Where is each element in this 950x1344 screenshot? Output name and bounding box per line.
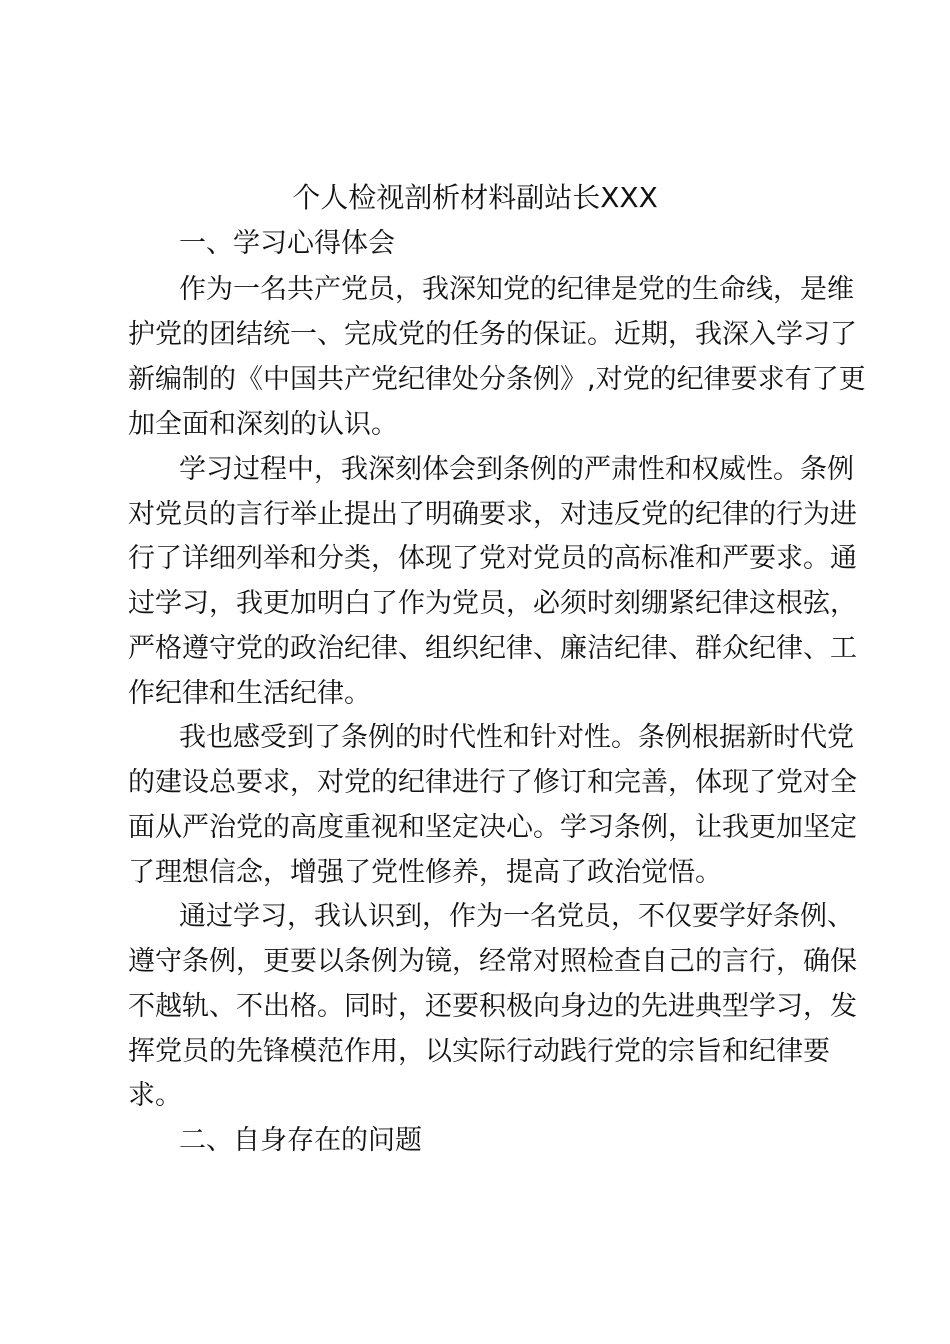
paragraph-1-line-1: 作为一名共产党员，我深知党的纪律是党的生命线，是维	[179, 274, 854, 305]
paragraph-3-line-3: 面从严治党的高度重视和坚定决心。学习条例，让我更加坚定	[128, 812, 857, 843]
paragraph-2-line-6: 作纪律和生活纪律。	[128, 678, 371, 709]
paragraph-2-line-3: 行了详细列举和分类，体现了党对党员的高标准和严要求。通	[128, 543, 857, 574]
paragraph-3-line-1: 我也感受到了条例的时代性和针对性。条例根据新时代党	[179, 722, 854, 753]
paragraph-1-line-4: 加全面和深刻的认识。	[128, 409, 398, 440]
paragraph-4-line-5: 求。	[128, 1080, 182, 1111]
paragraph-3-line-2: 的建设总要求，对党的纪律进行了修订和完善，体现了党对全	[128, 767, 857, 798]
paragraph-2-line-4: 过学习，我更加明白了作为党员，必须时刻绷紧纪律这根弦，	[128, 588, 857, 619]
section-heading-1: 一、学习心得体会	[179, 228, 395, 259]
paragraph-2-line-1: 学习过程中，我深刻体会到条例的严肃性和权威性。条例	[179, 454, 854, 485]
document-title: 个人检视剖析材料副站长XXX	[292, 181, 658, 214]
paragraph-4-line-3: 不越轨、不出格。同时，还要积极向身边的先进典型学习，发	[128, 991, 857, 1022]
paragraph-4-line-4: 挥党员的先锋模范作用，以实际行动践行党的宗旨和纪律要	[128, 1036, 830, 1067]
paragraph-2-line-5: 严格遵守党的政治纪律、组织纪律、廉洁纪律、群众纪律、工	[128, 633, 857, 664]
section-heading-2: 二、自身存在的问题	[179, 1125, 422, 1156]
paragraph-1-line-2: 护党的团结统一、完成党的任务的保证。近期，我深入学习了	[128, 319, 857, 350]
paragraph-3-line-4: 了理想信念，增强了党性修养，提高了政治觉悟。	[128, 857, 722, 888]
paragraph-1-line-3: 新编制的《中国共产党纪律处分条例》,对党的纪律要求有了更	[128, 364, 866, 395]
paragraph-4-line-1: 通过学习，我认识到，作为一名党员，不仅要学好条例、	[179, 901, 854, 932]
paragraph-4-line-2: 遵守条例，更要以条例为镜，经常对照检查自己的言行，确保	[128, 946, 857, 977]
paragraph-2-line-2: 对党员的言行举止提出了明确要求，对违反党的纪律的行为进	[128, 499, 857, 530]
